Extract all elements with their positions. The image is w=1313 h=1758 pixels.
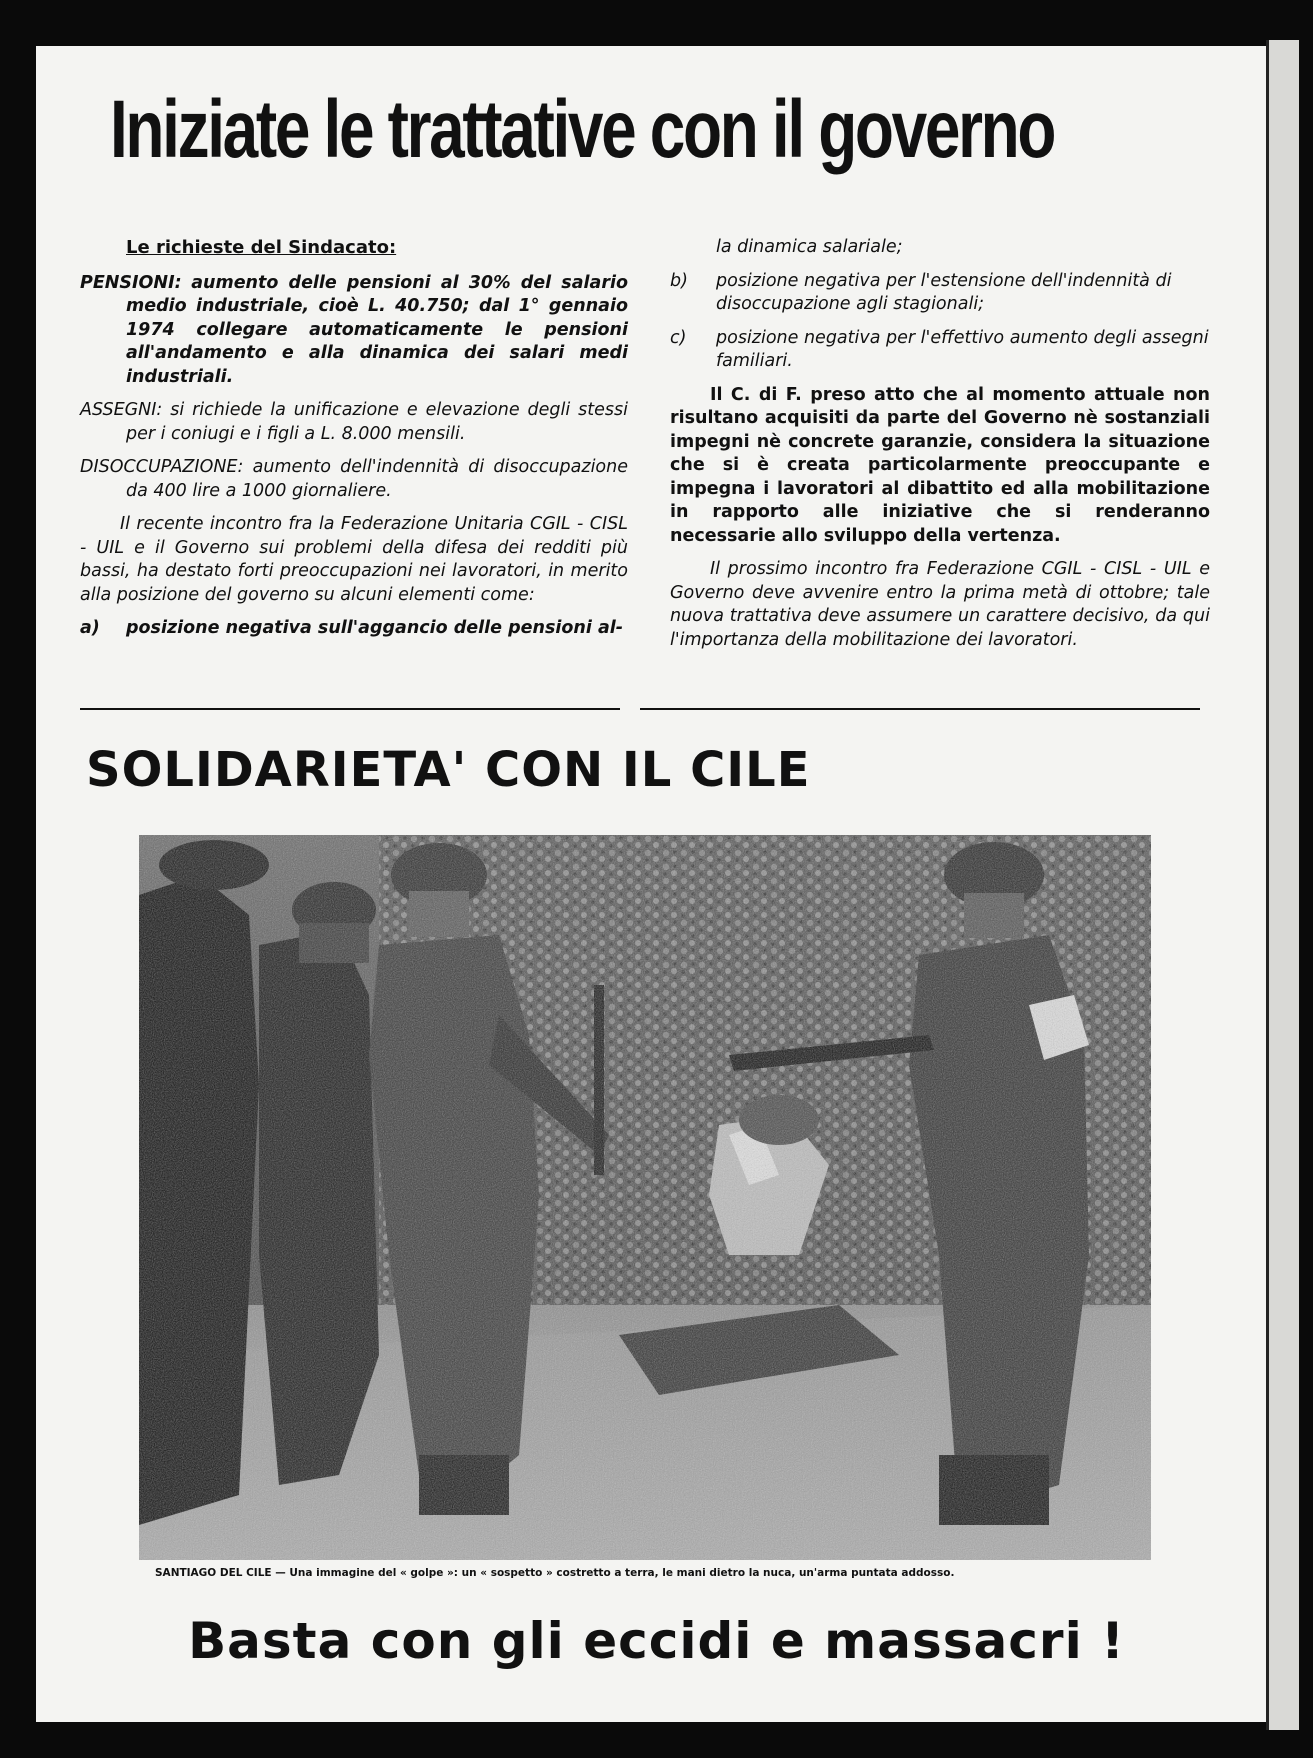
item-b-text: posizione negativa per l'estensione dell'indennità di disoccupazione agli stagionali;: [716, 270, 1172, 314]
item-a-label: a): [80, 618, 100, 638]
divider-right: [640, 708, 1200, 710]
footer-title: Basta con gli eccidi e massacri !: [188, 1612, 1125, 1670]
left-column: [80, 236, 628, 651]
cdf-paragraph: Il C. di F. preso atto che al momento attuale non risultano acquisiti da parte del Governo nè sostanziali impegni nè concrete garanzie, considera la situazione che si è creata particolarmente preoccupante e impegna i lavoratori al dibattito ed alla mobilitazione in rapporto alle iniziative che si renderanno necessarie allo sviluppo della vertenza.: [670, 384, 1210, 546]
assegni-text: si richiede la unificazione e elevazione degli stessi per i coniugi e i figli a L. 8.000 mensili.: [126, 400, 628, 444]
assegni-label: ASSEGNI:: [80, 400, 163, 420]
item-a-text: posizione negativa sull'aggancio delle pensioni al-: [126, 618, 624, 638]
item-c: [670, 327, 1210, 374]
item-a: [80, 617, 628, 641]
pensioni-text: aumento delle pensioni al 30% del salario medio industriale, cioè L. 40.750; dal 1° gennaio 1974 collegare automaticamente le pensioni all'andamento e alla dinamica dei salari medi industriali.: [126, 272, 628, 387]
pensioni-paragraph: [80, 272, 628, 390]
item-b-label: b): [670, 270, 688, 291]
prossimo-paragraph: Il prossimo incontro fra Federazione CGIL - CISL - UIL e Governo deve avvenire entro la prima metà di ottobre; tale nuova trattativa deve assumere un carattere decisivo, da qui l'importanza della mobilitazione dei lavoratori.: [670, 559, 1210, 650]
disoccupazione-label: DISOCCUPAZIONE:: [80, 457, 244, 477]
right-column: [670, 236, 1210, 662]
continuation-text: la dinamica salariale;: [716, 237, 903, 257]
page-headline: Iniziate le trattative con il governo: [110, 84, 1055, 175]
demands-subhead: Le richieste del Sindacato:: [126, 237, 397, 258]
photo-caption: SANTIAGO DEL CILE — Una immagine del « golpe »: un « sospetto » costretto a terra, le mani dietro la nuca, un'arma puntata addosso.: [155, 1567, 955, 1579]
adjacent-page-edge: [1266, 40, 1299, 1730]
pensioni-label: PENSIONI:: [80, 272, 182, 293]
section-title: SOLIDARIETA' CON IL CILE: [86, 742, 811, 798]
item-b: [670, 270, 1210, 317]
incontro-paragraph: Il recente incontro fra la Federazione Unitaria CGIL - CISL - UIL e il Governo sui problemi della difesa dei redditi più bassi, ha destato forti preoccupazioni nei lavoratori, in merito alla posizione del governo su alcuni elementi come:: [80, 514, 628, 605]
assegni-paragraph: [80, 399, 628, 446]
news-photo: [139, 835, 1151, 1560]
item-c-label: c): [670, 327, 687, 348]
disoccupazione-paragraph: [80, 456, 628, 503]
divider-left: [80, 708, 620, 710]
photo-illustration: [139, 835, 1151, 1560]
disoccupazione-text: aumento dell'indennità di disoccupazione da 400 lire a 1000 giornaliere.: [126, 457, 628, 501]
item-c-text: posizione negativa per l'effettivo aumento degli assegni familiari.: [716, 327, 1209, 371]
